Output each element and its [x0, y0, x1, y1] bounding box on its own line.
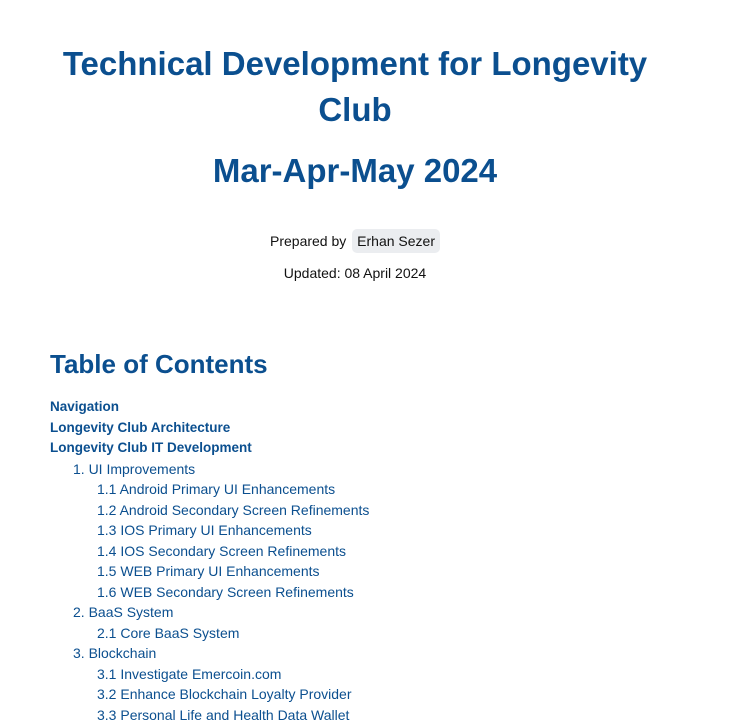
toc-link-baas-system[interactable]: 2. BaaS System	[73, 604, 173, 620]
toc-item	[0, 397, 735, 418]
toc-item	[0, 500, 735, 521]
prepared-by-line	[0, 229, 710, 253]
author-mention[interactable]: Erhan Sezer	[352, 229, 440, 253]
toc-item	[0, 438, 735, 459]
document-subtitle: Mar-Apr-May 2024	[40, 148, 670, 194]
toc-item	[0, 582, 735, 603]
toc-link-1-6[interactable]: 1.6 WEB Secondary Screen Refinements	[97, 584, 354, 600]
prepared-by-label: Prepared by	[270, 233, 346, 249]
table-of-contents	[0, 397, 735, 725]
toc-item	[0, 520, 735, 541]
toc-link-3-1[interactable]: 3.1 Investigate Emercoin.com	[97, 666, 281, 682]
toc-item	[0, 561, 735, 582]
toc-link-2-1[interactable]: 2.1 Core BaaS System	[97, 625, 239, 641]
toc-link-3-2[interactable]: 3.2 Enhance Blockchain Loyalty Provider	[97, 686, 351, 702]
toc-link-blockchain[interactable]: 3. Blockchain	[73, 645, 156, 661]
toc-link-navigation[interactable]: Navigation	[50, 399, 119, 414]
toc-link-1-4[interactable]: 1.4 IOS Secondary Screen Refinements	[97, 543, 346, 559]
toc-item	[0, 684, 735, 705]
toc-link-it-development[interactable]: Longevity Club IT Development	[50, 440, 252, 455]
toc-link-1-1[interactable]: 1.1 Android Primary UI Enhancements	[97, 481, 335, 497]
toc-link-architecture[interactable]: Longevity Club Architecture	[50, 420, 230, 435]
toc-link-1-5[interactable]: 1.5 WEB Primary UI Enhancements	[97, 563, 320, 579]
toc-item	[0, 459, 735, 480]
document-title: Technical Development for Longevity Club	[40, 41, 670, 133]
updated-date: Updated: 08 April 2024	[0, 264, 710, 282]
toc-item	[0, 664, 735, 685]
toc-heading: Table of Contents	[50, 346, 268, 382]
toc-item	[0, 418, 735, 439]
toc-item	[0, 623, 735, 644]
toc-item	[0, 602, 735, 623]
toc-link-ui-improvements[interactable]: 1. UI Improvements	[73, 461, 195, 477]
toc-item	[0, 541, 735, 562]
toc-link-3-3[interactable]: 3.3 Personal Life and Health Data Wallet	[97, 707, 349, 723]
toc-item	[0, 479, 735, 500]
toc-item	[0, 643, 735, 664]
toc-link-1-2[interactable]: 1.2 Android Secondary Screen Refinements	[97, 502, 369, 518]
toc-link-1-3[interactable]: 1.3 IOS Primary UI Enhancements	[97, 522, 312, 538]
toc-item	[0, 705, 735, 725]
